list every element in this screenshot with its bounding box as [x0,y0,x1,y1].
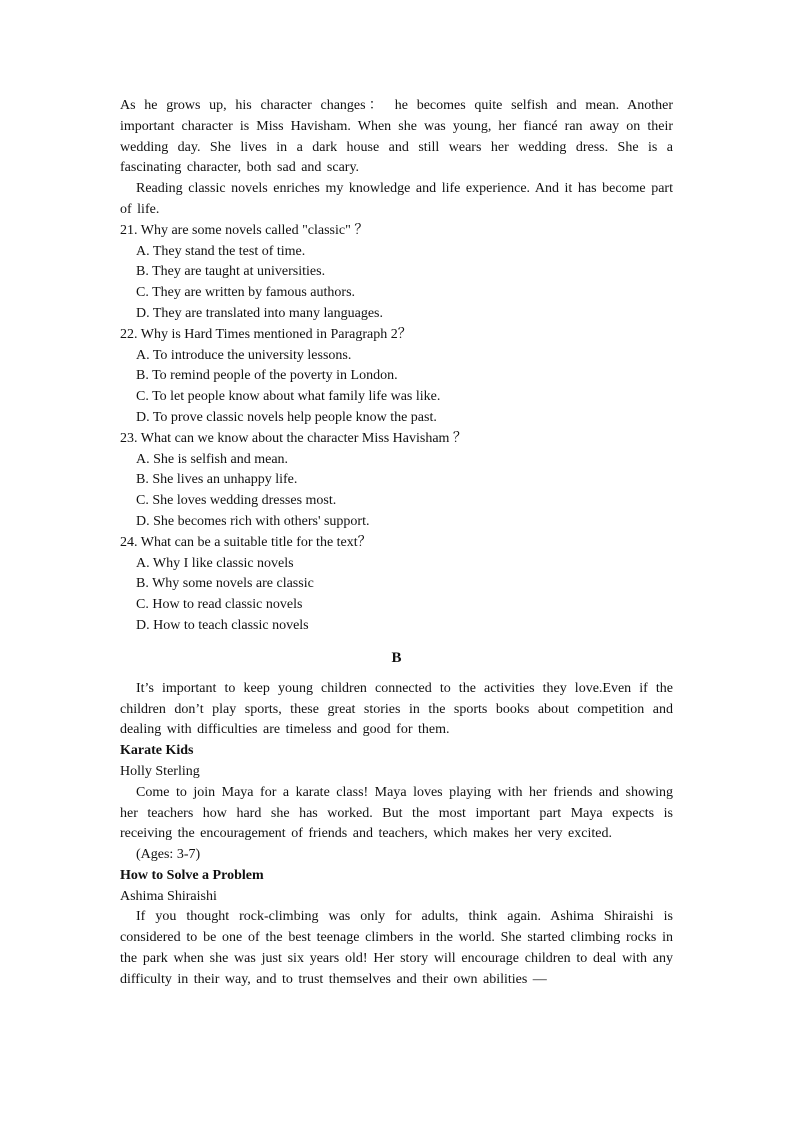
option-d: D. They are translated into many languages. [136,305,383,321]
book-description: If you thought rock-climbing was only for adults, think again. Ashima Shiraishi is considered to be one of the best teenage climbers in the world. She started climbing rocks in the park when she was just six years old! Her story will encourage children to deal with any difficulty in their way, and to trust themselves and their own abilities — [120,909,673,987]
book-author: Ashima Shiraishi [120,888,217,904]
option-b: B. They are taught at universities. [136,264,326,280]
question-23 [120,429,673,533]
option-b: B. She lives an unhappy life. [136,472,298,488]
question-21 [120,221,673,325]
option-b: B. Why some novels are classic [136,576,314,592]
option-c: C. They are written by famous authors. [136,285,356,301]
option-a: A. Why I like classic novels [136,555,294,571]
option-a: A. To introduce the university lessons. [136,347,352,363]
option-d: D. She becomes rich with others' support. [136,513,370,529]
document-page [120,96,673,991]
book-entry [120,866,673,991]
book-description: Come to join Maya for a karate class! Maya loves playing with her friends and showing her teachers how hard she has worked. But the most important part Maya expects is receiving the encouragement of friends and teachers, which makes her very excited. [120,784,673,842]
question-22 [120,325,673,429]
book-title: How to Solve a Problem [120,867,264,883]
section-heading: B [391,649,402,666]
book-author: Holly Sterling [120,763,200,779]
option-a: A. They stand the test of time. [136,243,306,259]
passage-a-paragraph: As he grows up, his character changes： he becomes quite selfish and mean. Another important character is Miss Havisham. When she was young, her fiancé ran away on their wedding day. She lives in a dark house and still wears her wedding dress. She is a fascinating character, both sad and scary. [120,98,673,176]
option-d: D. How to teach classic novels [136,617,309,633]
option-c: C. How to read classic novels [136,597,303,613]
question-stem: 23. What can we know about the character Miss Havisham ？ [120,430,467,446]
option-c: C. To let people know about what family life was like. [136,389,441,405]
option-b: B. To remind people of the poverty in London. [136,368,398,384]
option-d: D. To prove classic novels help people know the past. [136,409,437,425]
question-stem: 22. Why is Hard Times mentioned in Paragraph 2？ [120,326,412,342]
question-stem: 24. What can be a suitable title for the text？ [120,534,372,550]
option-a: A. She is selfish and mean. [136,451,289,467]
question-stem: 21. Why are some novels called "classic" ？ [120,222,369,238]
section-b-intro: It’s important to keep young children connected to the activities they love.Even if the children don’t play sports, these great stories in the sports books about competition and dealing with difficulties are timeless and good for them. [120,680,673,738]
question-24 [120,533,673,637]
option-c: C. She loves wedding dresses most. [136,493,337,509]
passage-a-closing: Reading classic novels enriches my knowledge and life experience. And it has become part of life. [120,181,673,217]
book-entry [120,741,673,866]
book-title: Karate Kids [120,743,194,759]
book-ages: (Ages: 3-7) [136,847,201,863]
